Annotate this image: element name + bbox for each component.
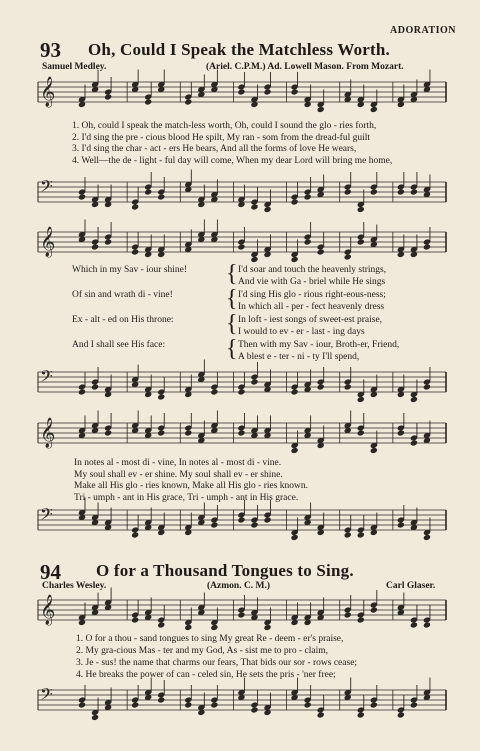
hymn-number: 94	[40, 560, 61, 584]
note-head	[131, 701, 139, 708]
note-head	[144, 98, 152, 105]
note-head	[131, 203, 139, 210]
note-head	[357, 531, 365, 538]
note-head	[210, 388, 218, 395]
hymn-number: 93	[40, 38, 61, 62]
brace: {	[226, 311, 238, 337]
note-head	[370, 701, 378, 708]
note-head	[344, 188, 352, 195]
note-head	[304, 238, 312, 245]
note-head	[370, 606, 378, 613]
refrain-left-line: Of sin and wrath di - vine!	[72, 290, 173, 300]
note-head	[210, 624, 218, 631]
note-head	[157, 393, 165, 400]
note-head	[344, 383, 352, 390]
note-head	[263, 88, 271, 95]
note-head	[210, 701, 218, 708]
refrain-left-line: Ex - alt - ed on His throne:	[72, 315, 174, 325]
note-head	[250, 706, 258, 713]
note-head	[357, 429, 365, 436]
verse-line: 2. I'd sing the pre - cious blood He spilt, My ran - som from the dread-ful guilt	[72, 132, 371, 143]
note-head	[357, 396, 365, 403]
note-head	[291, 388, 299, 395]
ending-line: Make all His glo - ries known, Make all His glo - ries known.	[74, 481, 309, 491]
section-heading: ADORATION	[390, 25, 456, 36]
note-head	[78, 701, 86, 708]
note-head	[317, 383, 325, 390]
note-head	[410, 439, 418, 446]
note-head	[291, 88, 299, 95]
note-head	[397, 188, 405, 195]
note-head	[304, 701, 312, 708]
composer-credit: Carl Glaser.	[386, 581, 436, 591]
note-head	[410, 621, 418, 628]
note-head	[157, 193, 165, 200]
note-head	[237, 88, 245, 95]
note-head	[357, 206, 365, 213]
note-head	[317, 248, 325, 255]
note-head	[357, 616, 365, 623]
note-head	[397, 711, 405, 718]
ending-block	[74, 458, 308, 504]
note-head	[184, 429, 192, 436]
ending-line: In notes al - most di - vine, In notes al - most di - vine.	[74, 458, 282, 468]
refrain-right-line: A blest e - ter - ni - ty I'll spend,	[238, 352, 360, 362]
note-head	[344, 531, 352, 538]
note-head	[210, 521, 218, 528]
note-head	[250, 256, 258, 263]
note-head	[410, 396, 418, 403]
refrain-right-line: And vie with Ga - briel while He sings	[238, 277, 386, 287]
note-head	[291, 198, 299, 205]
note-head	[370, 106, 378, 113]
note-head	[91, 243, 99, 250]
bass-clef-icon: 𝄢	[40, 176, 53, 200]
tune-credit: (Ariel. C.P.M.) Ad. Lowell Mason. From Mozart.	[206, 62, 404, 72]
note-head	[423, 243, 431, 250]
note-head	[157, 621, 165, 628]
verse-block	[76, 633, 357, 681]
note-head	[237, 243, 245, 250]
hymn-title: O for a Thousand Tongues to Sing.	[96, 561, 354, 580]
note-head	[144, 188, 152, 195]
ending-line: My soul shall ev - er shine. My soul shall ev - er shine.	[74, 469, 283, 480]
note-head	[423, 534, 431, 541]
refrain-right-line: Then with my Sav - iour, Broth-er, Friend,	[238, 340, 400, 350]
ending-line: Tri - umph - ant in His grace, Tri - umph - ant in His grace.	[74, 492, 299, 503]
note-head	[357, 238, 365, 245]
verse-line: 4. He breaks the power of can - celed sin, He sets the pris - 'ner free;	[76, 670, 336, 680]
note-head	[104, 93, 112, 100]
note-head	[304, 193, 312, 200]
treble-clef-icon: 𝄞	[40, 595, 56, 625]
note-head	[157, 696, 165, 703]
verse-block	[72, 121, 392, 167]
note-head	[91, 714, 99, 721]
note-head	[317, 106, 325, 113]
refrain-right-line: I'd sing His glo - rious right-eous-ness;	[238, 290, 386, 300]
note-head	[344, 253, 352, 260]
bass-clef-icon: 𝄢	[40, 684, 53, 708]
note-head	[184, 624, 192, 631]
verse-line: 1. Oh, could I speak the match-less worth, Oh, could I sound the glo - ries forth,	[72, 121, 377, 131]
refrain-left-line: Which in my Sav - iour shine!	[72, 265, 188, 275]
treble-clef-icon: 𝄞	[40, 418, 56, 448]
author-credit: Samuel Medley.	[42, 62, 107, 72]
hymn-title: Oh, Could I Speak the Matchless Worth.	[88, 40, 390, 59]
note-head	[131, 248, 139, 255]
note-head	[370, 447, 378, 454]
note-head	[370, 188, 378, 195]
brace: {	[226, 336, 238, 362]
refrain-right-line: I'd soar and touch the heavenly strings,	[238, 265, 387, 275]
brace: {	[226, 286, 238, 312]
note-head	[237, 516, 245, 523]
note-head	[104, 238, 112, 245]
note-head	[263, 516, 271, 523]
verse-line: 1. O for a thou - sand tongues to sing My great Re - deem - er's praise,	[76, 634, 344, 644]
note-head	[410, 188, 418, 195]
brace: {	[226, 261, 238, 287]
note-head	[423, 383, 431, 390]
note-head	[91, 383, 99, 390]
note-head	[291, 534, 299, 541]
refrain-right-line: I would to ev - er - last - ing days	[238, 327, 365, 337]
note-head	[78, 193, 86, 200]
note-head	[317, 711, 325, 718]
note-head	[410, 701, 418, 708]
note-head	[250, 521, 258, 528]
note-head	[263, 206, 271, 213]
bass-clef-icon: 𝄢	[40, 366, 53, 390]
note-head	[344, 611, 352, 618]
note-head	[250, 378, 258, 385]
note-head	[291, 447, 299, 454]
note-head	[78, 388, 86, 395]
note-head	[237, 388, 245, 395]
note-head	[237, 429, 245, 436]
verse-line: 3. Je - sus! the name that charms our fears, That bids our sor - rows cease;	[76, 658, 358, 668]
treble-clef-icon: 𝄞	[40, 227, 56, 257]
note-head	[104, 429, 112, 436]
note-head	[357, 711, 365, 718]
author-credit: Charles Wesley.	[42, 581, 107, 591]
note-head	[423, 621, 431, 628]
treble-clef-icon: 𝄞	[40, 77, 56, 107]
note-head	[184, 701, 192, 708]
refrain-left-line: And I shall see His face:	[72, 340, 166, 350]
note-head	[157, 429, 165, 436]
note-head	[263, 624, 271, 631]
note-head	[397, 521, 405, 528]
verse-line: 4. Well—the de - light - ful day will come, When my dear Lord will bring me home,	[72, 155, 393, 166]
note-head	[131, 531, 139, 538]
bass-clef-icon: 𝄢	[40, 504, 53, 528]
note-head	[250, 203, 258, 210]
refrain-right-line: In which all - per - fect heavenly dress	[238, 302, 385, 312]
note-head	[131, 616, 139, 623]
tune-credit: (Azmon. C. M.)	[207, 581, 271, 591]
note-head	[184, 98, 192, 105]
refrain-right-line: In loft - iest songs of sweet-est praise,	[238, 315, 383, 325]
verse-line: 2. My gra-cious Mas - ter and my God, As - sist me to pro - claim,	[76, 646, 328, 656]
note-head	[237, 611, 245, 618]
note-head	[291, 256, 299, 263]
verse-line: 3. I'd sing the char - act - ers He bears, And all the forms of love He wears,	[72, 144, 357, 154]
note-head	[397, 429, 405, 436]
